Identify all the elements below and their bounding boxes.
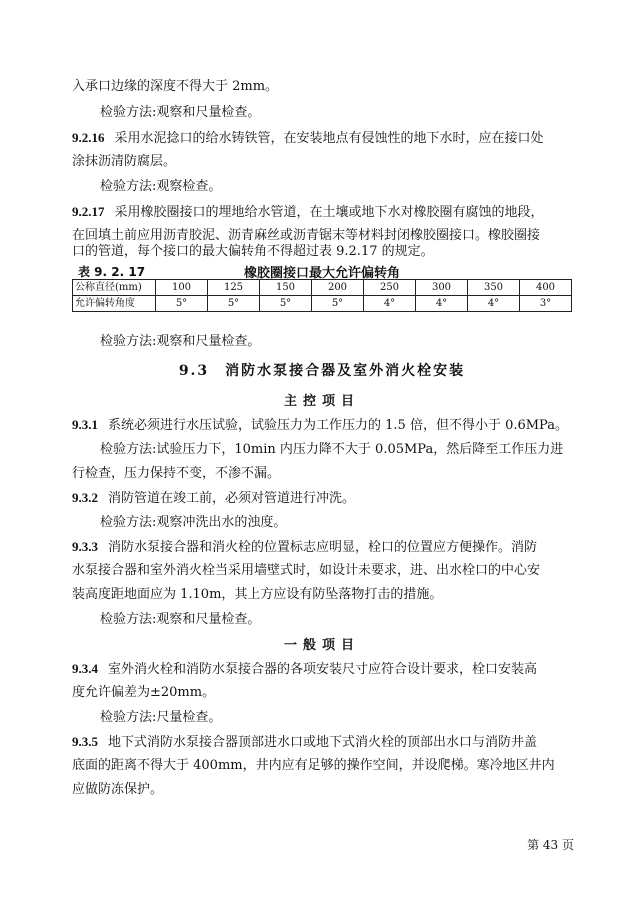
section-heading: 9.3 消防水泵接合器及室外消火栓安装 (178, 363, 466, 379)
inspection-method: 检验方法:尺量检查。 (100, 710, 222, 725)
clause-text: 采用水泥捻口的给水铸铁管，在安装地点有侵蚀性的地下水时，应在接口处 (114, 131, 544, 146)
table-cell: 300 (416, 280, 468, 296)
clause-9-2-16 (72, 129, 572, 148)
clause-text: 消防管道在竣工前，必须对管道进行冲洗。 (108, 491, 356, 506)
clause-number: 9.3.1 (72, 417, 98, 432)
table-cell: 5° (260, 296, 312, 312)
clause-9-3-1 (72, 416, 572, 435)
table-cell: 5° (208, 296, 260, 312)
inspection-method: 检验方法:观察和尺量检查。 (100, 105, 261, 120)
table-cell: 200 (312, 280, 364, 296)
paragraph-line: 入承口边缘的深度不得大于 2mm。 (72, 79, 279, 94)
table-cell: 4° (416, 296, 468, 312)
paragraph-line: 应做防冻保护。 (72, 782, 164, 797)
table-cell: 250 (364, 280, 416, 296)
clause-number: 9.3.3 (72, 539, 98, 554)
paragraph-line: 行检查，压力保持不变，不渗不漏。 (72, 466, 281, 481)
table-cell: 3° (520, 296, 572, 312)
subsection-heading: 一般项目 (283, 638, 360, 653)
clause-number: 9.3.2 (72, 490, 98, 505)
paragraph-line: 涂抹沥清防腐层。 (72, 154, 177, 169)
clause-9-3-4 (72, 660, 572, 679)
table-number: 表 9. 2. 17 (78, 265, 146, 279)
deflection-angle-table (72, 279, 572, 312)
inspection-method: 检验方法:观察检查。 (100, 179, 222, 194)
paragraph-line: 底面的距离不得大于 400mm，井内应有足够的操作空间，并设爬梯。寒冷地区井内 (72, 758, 555, 773)
table-row-header: 允许偏转角度 (73, 296, 156, 312)
table-cell: 400 (520, 280, 572, 296)
clause-number: 9.2.17 (72, 204, 105, 219)
clause-text: 地下式消防水泵接合器顶部进水口或地下式消火栓的顶部出水口与消防井盖 (108, 735, 538, 750)
clause-number: 9.2.16 (72, 130, 105, 145)
table-cell: 4° (364, 296, 416, 312)
inspection-method: 检验方法:试验压力下，10min 内压力降不大于 0.05MPa，然后降至工作压力进 (100, 442, 564, 457)
paragraph-line: 装高度距地面应为 1.10m，其上方应设有防坠落物打击的措施。 (72, 587, 443, 602)
table-cell: 125 (208, 280, 260, 296)
table-cell: 5° (156, 296, 208, 312)
clause-text: 室外消火栓和消防水泵接合器的各项安装尺寸应符合设计要求，栓口安装高 (108, 662, 538, 677)
clause-text: 采用橡胶圈接口的埋地给水管道，在土壤或地下水对橡胶圈有腐蚀的地段， (114, 205, 544, 220)
clause-9-3-2 (72, 489, 572, 508)
clause-text: 消防水泵接合器和消火栓的位置标志应明显，栓口的位置应方便操作。消防 (108, 540, 538, 555)
clause-number: 9.3.4 (72, 661, 98, 676)
clause-9-3-5 (72, 733, 572, 752)
table-cell: 4° (468, 296, 520, 312)
table-title: 橡胶圈接口最大允许偏转角 (243, 266, 400, 281)
paragraph-line: 在回填土前应用沥青胶泥、沥青麻丝或沥青锯末等材料封闭橡胶圈接口。橡胶圈接 (72, 228, 541, 243)
paragraph-line: 水泵接合器和室外消火栓当采用墙壁式时，如设计未要求，进、出水栓口的中心安 (72, 563, 541, 578)
table-cell: 5° (312, 296, 364, 312)
table-row (73, 280, 572, 296)
clause-9-2-17 (72, 203, 572, 222)
table-cell: 100 (156, 280, 208, 296)
table-cell: 350 (468, 280, 520, 296)
clause-text: 系统必须进行水压试验，试验压力为工作压力的 1.5 倍，但不得小于 0.6MPa。 (108, 418, 568, 433)
clause-9-3-3 (72, 538, 572, 557)
table-row-header: 公称直径(mm) (73, 280, 156, 296)
paragraph-line: 度允许偏差为±20mm。 (72, 685, 216, 700)
inspection-method: 检验方法:观察和尺量检查。 (100, 334, 261, 349)
inspection-method: 检验方法:观察冲洗出水的浊度。 (100, 515, 287, 530)
table-row (73, 296, 572, 312)
clause-number: 9.3.5 (72, 734, 98, 749)
table-cell: 150 (260, 280, 312, 296)
page-number: 第 43 页 (527, 838, 574, 852)
paragraph-line: 口的管道，每个接口的最大偏转角不得超过表 9.2.17 的规定。 (72, 244, 434, 259)
inspection-method: 检验方法:观察和尺量检查。 (100, 612, 261, 627)
subsection-heading: 主控项目 (283, 394, 360, 409)
